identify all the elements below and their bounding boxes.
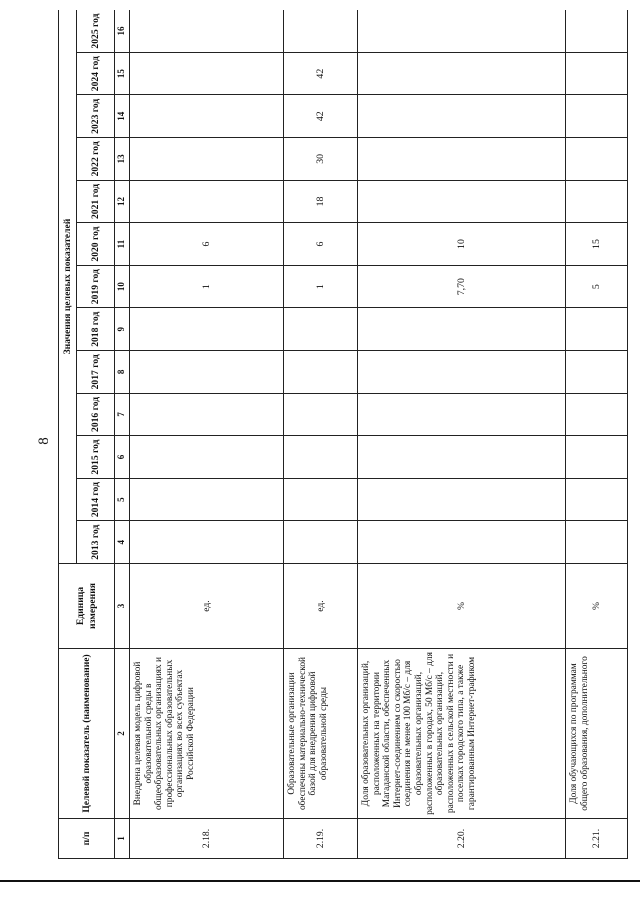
value-cell: [358, 478, 566, 521]
column-number: 3: [115, 564, 130, 649]
header-year: 2020 год: [77, 223, 115, 266]
column-number: 16: [115, 10, 130, 52]
header-year: 2013 год: [77, 521, 115, 564]
value-cell: [284, 393, 358, 436]
column-number: 1: [115, 819, 130, 859]
value-cell: [130, 351, 284, 394]
column-number: 11: [115, 223, 130, 266]
value-cell: [358, 95, 566, 138]
value-cell: [130, 138, 284, 181]
value-cell: [130, 521, 284, 564]
value-cell: [130, 52, 284, 95]
value-cell: [358, 351, 566, 394]
header-values-group: Значения целевых показателей: [59, 10, 77, 564]
value-cell: [566, 52, 628, 95]
value-cell: [566, 95, 628, 138]
header-num: п/п: [59, 819, 115, 859]
header-year: 2024 год: [77, 52, 115, 95]
unit-cell: ед.: [130, 564, 284, 649]
value-cell: [358, 521, 566, 564]
column-number: 9: [115, 308, 130, 351]
unit-cell: %: [566, 564, 628, 649]
value-cell: 10: [358, 223, 566, 266]
value-cell: [566, 351, 628, 394]
value-cell: 30: [284, 138, 358, 181]
row-number: 2.18.: [130, 819, 284, 859]
value-cell: 42: [284, 52, 358, 95]
column-number: 15: [115, 52, 130, 95]
value-cell: [566, 393, 628, 436]
target-indicators-table: [58, 10, 628, 859]
value-cell: [130, 95, 284, 138]
indicator-name: Образовательные организации обеспечены материально-технической базой для внедрения цифровой образовательной среды: [284, 649, 358, 819]
value-cell: [284, 436, 358, 479]
table-row: [284, 10, 358, 859]
header-year: 2018 год: [77, 308, 115, 351]
indicator-name: Доля обучающихся по программам общего образования, дополнительного: [566, 649, 628, 819]
value-cell: [130, 180, 284, 223]
table-row: [566, 10, 628, 859]
column-number: 14: [115, 95, 130, 138]
unit-cell: %: [358, 564, 566, 649]
value-cell: [284, 478, 358, 521]
value-cell: [130, 478, 284, 521]
table-row: [358, 10, 566, 859]
table-row: [130, 10, 284, 859]
header-year: 2016 год: [77, 393, 115, 436]
value-cell: [130, 308, 284, 351]
unit-cell: ед.: [284, 564, 358, 649]
value-cell: 6: [130, 223, 284, 266]
value-cell: [566, 521, 628, 564]
column-number: 12: [115, 180, 130, 223]
column-number: 2: [115, 649, 130, 819]
column-number: 7: [115, 393, 130, 436]
value-cell: [358, 10, 566, 52]
header-year: 2021 год: [77, 180, 115, 223]
header-indicator: Целевой показатель (наименование): [59, 649, 115, 819]
column-number: 10: [115, 265, 130, 308]
value-cell: [566, 436, 628, 479]
value-cell: [566, 10, 628, 52]
header-year: 2022 год: [77, 138, 115, 181]
value-cell: [566, 138, 628, 181]
table-body: [130, 10, 628, 859]
header-year: 2017 год: [77, 351, 115, 394]
column-number: 4: [115, 521, 130, 564]
header-year: 2014 год: [77, 478, 115, 521]
indicator-name: Доля образовательных организаций, расположенных на территории Магаданской области, обеспеченных Интернет-соединением со скоростью соединения не менее 100 Мб/c – для образовательных организаций, расположенных в городах, 50 Мб/c – для образовательных организаций, расположенных в сельской местности и поселках городского типа, а также гарантированным Интернет-трафиком: [358, 649, 566, 819]
column-numbers-row: [115, 10, 130, 859]
value-cell: [358, 308, 566, 351]
value-cell: [284, 308, 358, 351]
column-number: 8: [115, 351, 130, 394]
column-number: 5: [115, 478, 130, 521]
header-year: 2023 год: [77, 95, 115, 138]
header-year: 2015 год: [77, 436, 115, 479]
value-cell: [130, 393, 284, 436]
value-cell: 6: [284, 223, 358, 266]
value-cell: 1: [284, 265, 358, 308]
value-cell: [358, 393, 566, 436]
value-cell: [566, 478, 628, 521]
column-number: 6: [115, 436, 130, 479]
indicator-name: Внедрена целевая модель цифровой образовательной среды в общеобразовательных организациях и профессиональных образовательных организациях во всех субъектах Российской Федерации: [130, 649, 284, 819]
value-cell: [358, 138, 566, 181]
value-cell: 18: [284, 180, 358, 223]
value-cell: 1: [130, 265, 284, 308]
value-cell: [130, 436, 284, 479]
row-number: 2.19.: [284, 819, 358, 859]
value-cell: [284, 521, 358, 564]
header-year: 2025 год: [77, 10, 115, 52]
value-cell: [284, 10, 358, 52]
value-cell: [566, 180, 628, 223]
value-cell: [284, 351, 358, 394]
value-cell: 15: [566, 223, 628, 266]
rotated-table-area: [58, 10, 628, 859]
landscape-page: [58, 10, 628, 859]
row-number: 2.20.: [358, 819, 566, 859]
value-cell: 42: [284, 95, 358, 138]
value-cell: [358, 180, 566, 223]
value-cell: [358, 436, 566, 479]
value-cell: [358, 52, 566, 95]
header-year: 2019 год: [77, 265, 115, 308]
page-number: 8: [36, 437, 52, 445]
value-cell: [566, 308, 628, 351]
column-number: 13: [115, 138, 130, 181]
value-cell: [130, 10, 284, 52]
bottom-rule: [0, 880, 640, 882]
row-number: 2.21.: [566, 819, 628, 859]
value-cell: 7,70: [358, 265, 566, 308]
header-unit: Единица измерения: [59, 564, 115, 649]
value-cell: 5: [566, 265, 628, 308]
